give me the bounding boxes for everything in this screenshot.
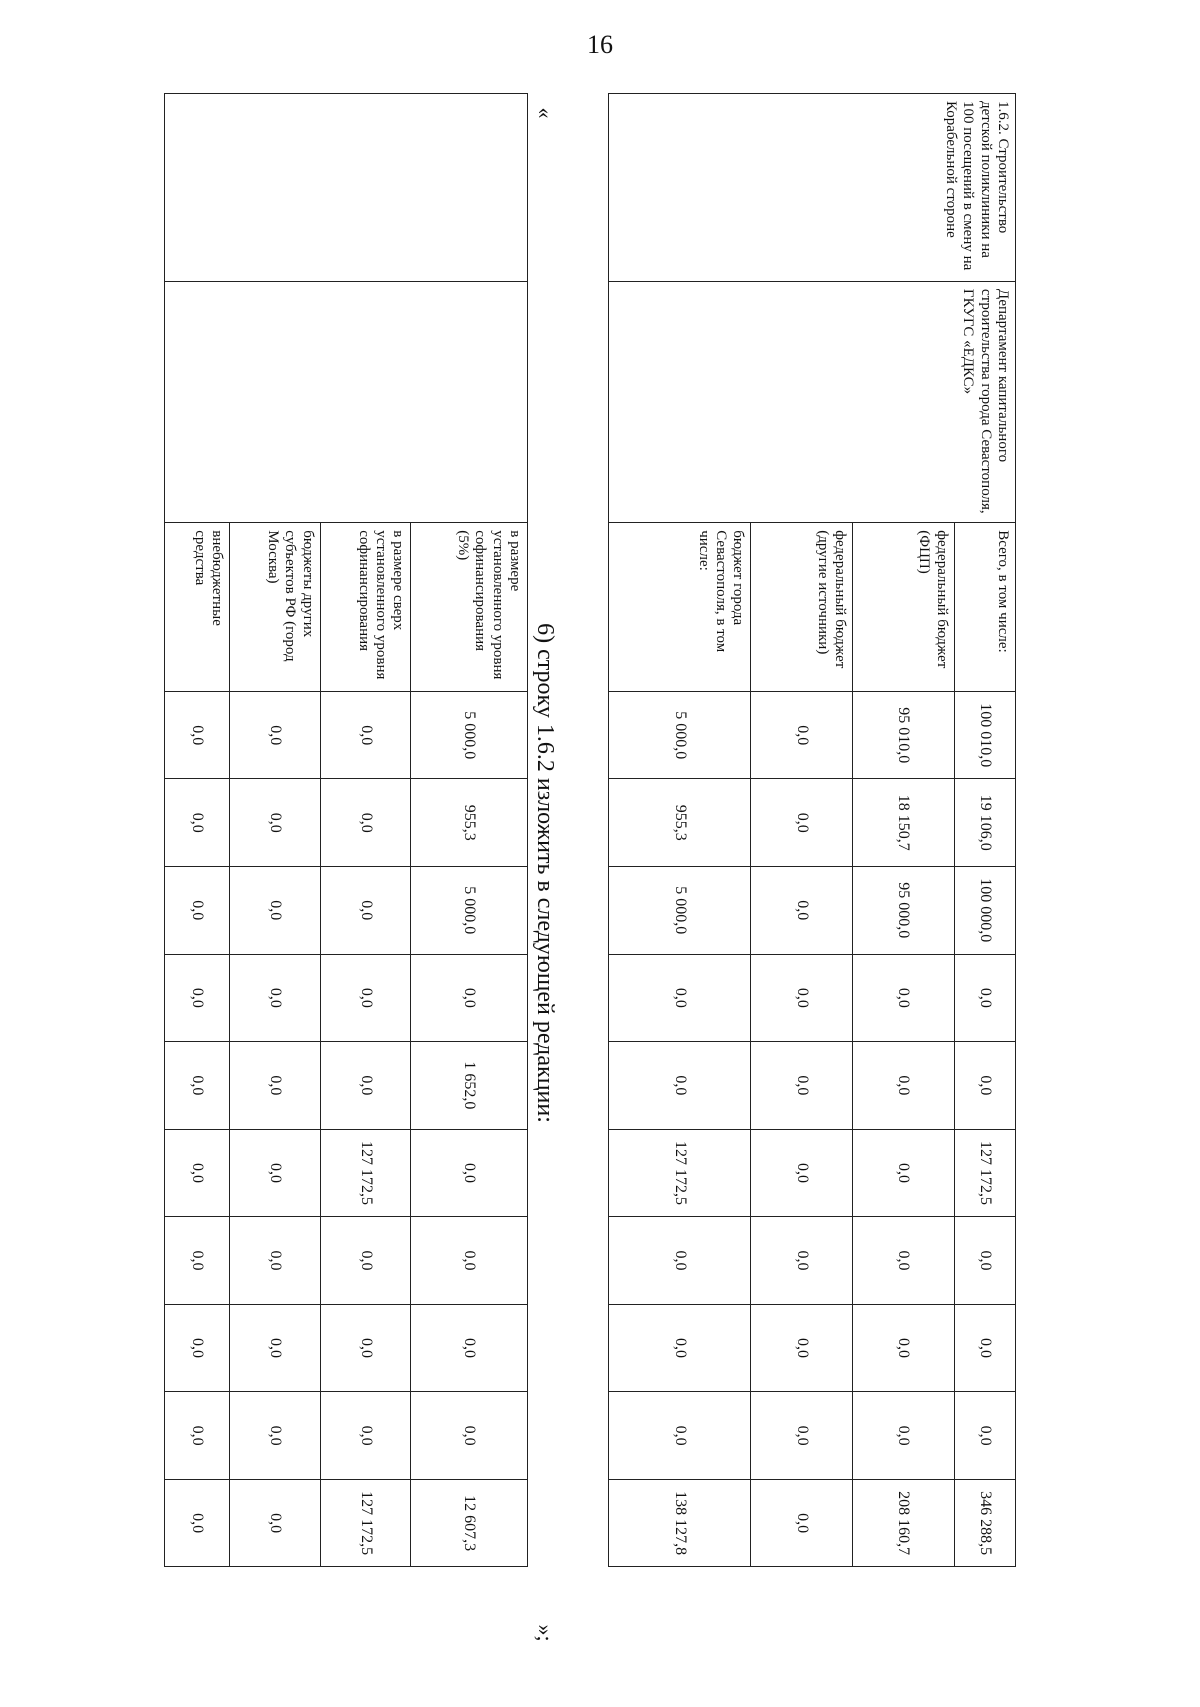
value-cell: 0,0 xyxy=(229,1042,320,1130)
value-cell: 0,0 xyxy=(609,954,751,1042)
value-cell: 0,0 xyxy=(165,1217,230,1305)
budget-table-1-6-2 xyxy=(608,93,1016,1653)
value-cell: 0,0 xyxy=(229,1304,320,1392)
value-cell: 0,0 xyxy=(165,1304,230,1392)
value-cell: 0,0 xyxy=(229,1129,320,1217)
value-cell: 95 010,0 xyxy=(852,691,954,779)
table-row xyxy=(954,94,1015,1653)
value-cell: 0,0 xyxy=(852,1304,954,1392)
value-cell: 0,0 xyxy=(609,1392,751,1480)
value-cell: 0,0 xyxy=(229,779,320,867)
value-cell: 0,0 xyxy=(320,1217,411,1305)
value-cell: 0,0 xyxy=(411,954,528,1042)
value-cell: 0,0 xyxy=(165,1042,230,1130)
value-cell: 0,0 xyxy=(751,1304,853,1392)
total-cell: 138 127,8 xyxy=(609,1479,751,1567)
value-cell: 0,0 xyxy=(852,1392,954,1480)
value-cell: 0,0 xyxy=(751,1129,853,1217)
value-cell: 5 000,0 xyxy=(411,867,528,955)
source-label: федеральный бюджет (другие источники) xyxy=(751,523,853,692)
value-cell: 1 652,0 xyxy=(411,1042,528,1130)
executor-name: Департамент капитального строительства города Севастополя, ГКУГС «ЕДКС» xyxy=(609,281,1016,522)
value-cell: 0,0 xyxy=(751,1042,853,1130)
value-cell: 0,0 xyxy=(411,1129,528,1217)
value-cell: 5 000,0 xyxy=(609,867,751,955)
value-cell: 19 106,0 xyxy=(954,779,1015,867)
page-number: 16 xyxy=(587,30,613,59)
value-cell: 18 150,7 xyxy=(852,779,954,867)
value-cell: 95 000,0 xyxy=(852,867,954,955)
value-cell: 0,0 xyxy=(751,954,853,1042)
value-cell: 0,0 xyxy=(751,1392,853,1480)
value-cell: 0,0 xyxy=(609,1217,751,1305)
source-label: бюджет города Севастополя, в том числе: xyxy=(609,523,751,692)
source-label: в размере сверх установленного уровня софинансирования xyxy=(320,523,411,692)
value-cell: 127 172,5 xyxy=(609,1129,751,1217)
value-cell: 0,0 xyxy=(411,1392,528,1480)
value-cell: 0,0 xyxy=(954,1392,1015,1480)
value-cell: 127 172,5 xyxy=(320,1129,411,1217)
total-cell: 0,0 xyxy=(165,1479,230,1567)
measure-name: 1.6.2. Строительство детской поликлиники на 100 посещений в смену на Корабельной стороне xyxy=(609,94,1016,282)
value-cell: 0,0 xyxy=(320,691,411,779)
value-cell: 0,0 xyxy=(954,954,1015,1042)
empty-name-cell xyxy=(165,94,528,282)
value-cell: 0,0 xyxy=(751,867,853,955)
value-cell: 0,0 xyxy=(954,1304,1015,1392)
value-cell: 0,0 xyxy=(229,867,320,955)
source-label: внебюджетные средства xyxy=(165,523,230,692)
value-cell: 0,0 xyxy=(852,1217,954,1305)
instruction-line xyxy=(525,93,565,1653)
value-cell: 955,3 xyxy=(609,779,751,867)
value-cell: 0,0 xyxy=(165,867,230,955)
total-cell: 12 607,3 xyxy=(411,1479,528,1567)
value-cell: 0,0 xyxy=(320,954,411,1042)
value-cell: 0,0 xyxy=(852,1129,954,1217)
budget-table-continuation xyxy=(164,93,528,1653)
value-cell: 0,0 xyxy=(165,1392,230,1480)
table-continuation xyxy=(164,93,528,1653)
value-cell: 0,0 xyxy=(229,954,320,1042)
value-cell: 0,0 xyxy=(852,954,954,1042)
value-cell: 0,0 xyxy=(954,1217,1015,1305)
total-cell: 0,0 xyxy=(229,1479,320,1567)
value-cell: 0,0 xyxy=(751,691,853,779)
value-cell: 100 000,0 xyxy=(954,867,1015,955)
value-cell: 0,0 xyxy=(165,1129,230,1217)
value-cell: 5 000,0 xyxy=(609,691,751,779)
value-cell: 0,0 xyxy=(609,1042,751,1130)
source-label: в размере установленного уровня софинансирования (5%) xyxy=(411,523,528,692)
value-cell: 0,0 xyxy=(229,1217,320,1305)
total-cell: 0,0 xyxy=(751,1479,853,1567)
table-row xyxy=(411,94,528,1653)
total-cell: 127 172,5 xyxy=(320,1479,411,1567)
table-row-1-6-2 xyxy=(608,93,1016,1653)
value-cell: 0,0 xyxy=(165,954,230,1042)
source-label: федеральный бюджет (ФЦП) xyxy=(852,523,954,692)
value-cell: 0,0 xyxy=(165,779,230,867)
value-cell: 0,0 xyxy=(320,1042,411,1130)
value-cell: 955,3 xyxy=(411,779,528,867)
value-cell: 0,0 xyxy=(411,1217,528,1305)
value-cell: 0,0 xyxy=(165,691,230,779)
empty-executor-cell xyxy=(165,281,528,522)
value-cell: 0,0 xyxy=(852,1042,954,1130)
value-cell: 127 172,5 xyxy=(954,1129,1015,1217)
value-cell: 0,0 xyxy=(954,1042,1015,1130)
value-cell: 0,0 xyxy=(411,1304,528,1392)
closing-quote: »; xyxy=(533,1624,558,1642)
opening-quote: « xyxy=(533,107,558,119)
value-cell: 0,0 xyxy=(320,867,411,955)
value-cell: 100 010,0 xyxy=(954,691,1015,779)
source-label: бюджеты других субъектов РФ (город Москва) xyxy=(229,523,320,692)
value-cell: 0,0 xyxy=(229,1392,320,1480)
source-label: Всего, в том числе: xyxy=(954,523,1015,692)
value-cell: 5 000,0 xyxy=(411,691,528,779)
value-cell: 0,0 xyxy=(751,779,853,867)
total-cell: 346 288,5 xyxy=(954,1479,1015,1567)
value-cell: 0,0 xyxy=(320,779,411,867)
value-cell: 0,0 xyxy=(229,691,320,779)
value-cell: 0,0 xyxy=(609,1304,751,1392)
value-cell: 0,0 xyxy=(751,1217,853,1305)
total-cell: 208 160,7 xyxy=(852,1479,954,1567)
instruction-text: 6) строку 1.6.2 изложить в следующей редакции: xyxy=(532,623,559,1123)
value-cell: 0,0 xyxy=(320,1304,411,1392)
value-cell: 0,0 xyxy=(320,1392,411,1480)
